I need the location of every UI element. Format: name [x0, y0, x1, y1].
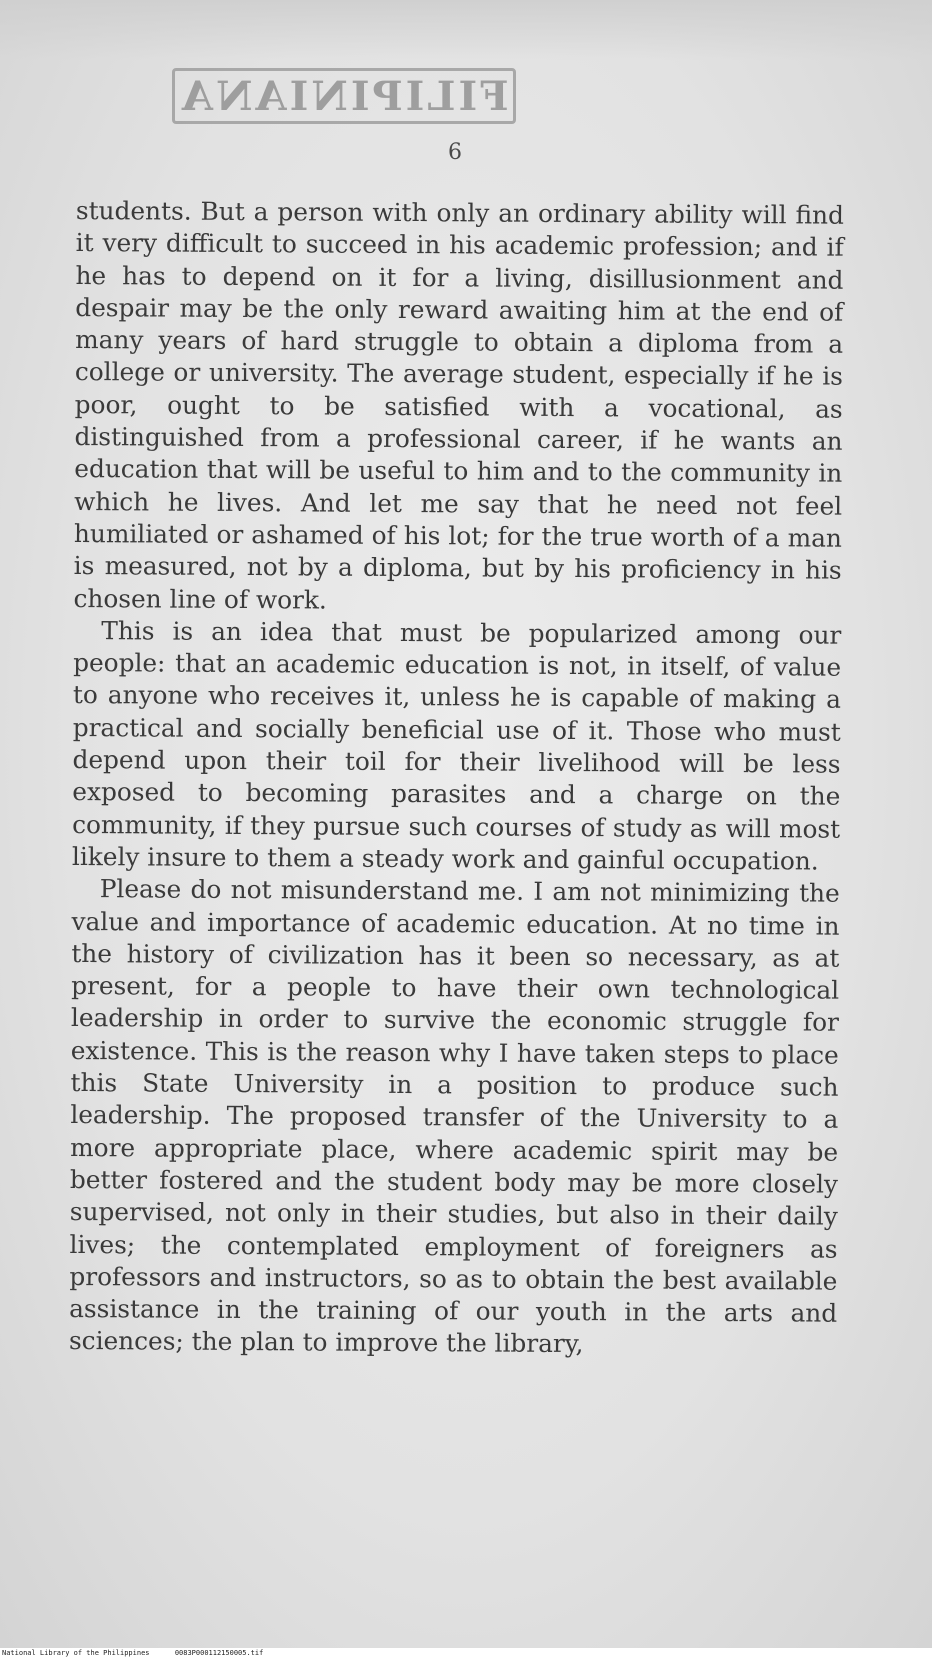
- footer-institution: National Library of the Philippines: [2, 1649, 150, 1657]
- page-number: 6: [448, 140, 462, 165]
- paragraph-2: This is an idea that must be popularized among our people: that an academic education is not, in itself, of value to anyone who receives it, unless he is capable of making a practical and socially beneficial use of it. Those who must depend upon their toil for their livelihood will be less exposed to becoming parasites and a charge on the community, if they pursue such courses of study as will most likely insure to them a steady work and gainful occupation.: [71, 616, 842, 876]
- paragraph-3: Please do not misunderstand me. I am not minimizing the value and importance of academic education. At no time in the history of civilization has it been so necessary, as at present, for a people to have their own technological leadership in order to survive the economic struggle for existence. This is the reason why I have taken steps to place this State University in a position to produce such leadership. The proposed transfer of the University to a more appropriate place, where academic spirit may be better fostered and the student body may be more closely supervised, not only in their studies, but also in their daily lives; the contemplated employment of foreigners as professors and instructors, so as to obtain the best available assistance in the training of our youth in the arts and sciences; the plan to improve the library,: [68, 874, 840, 1359]
- scan-footer: [2, 1648, 263, 1658]
- filipiniana-stamp: [172, 68, 516, 124]
- body-text: [69, 195, 844, 1362]
- paragraph-1: students. But a person with only an ordinary ability will find it very difficult to succeed in his academic profession; and if he has to depend on it for a living, disillusionment and despair may be the only reward awaiting him at the end of many years of hard struggle to obtain a diploma from a college or university. The average student, especially if he is poor, ought to be satisfied with a vocational, as distinguished from a professional career, if he wants an education that will be useful to him and to the community in which he lives. And let me say that he need not feel humiliated or ashamed of his lot; for the true worth of a man is measured, not by a diploma, but by his proficiency in his chosen line of work.: [73, 195, 844, 615]
- footer-file-id: 0083P000112150005.tif: [174, 1649, 264, 1657]
- stamp-text: FILIPINIANA: [179, 72, 509, 120]
